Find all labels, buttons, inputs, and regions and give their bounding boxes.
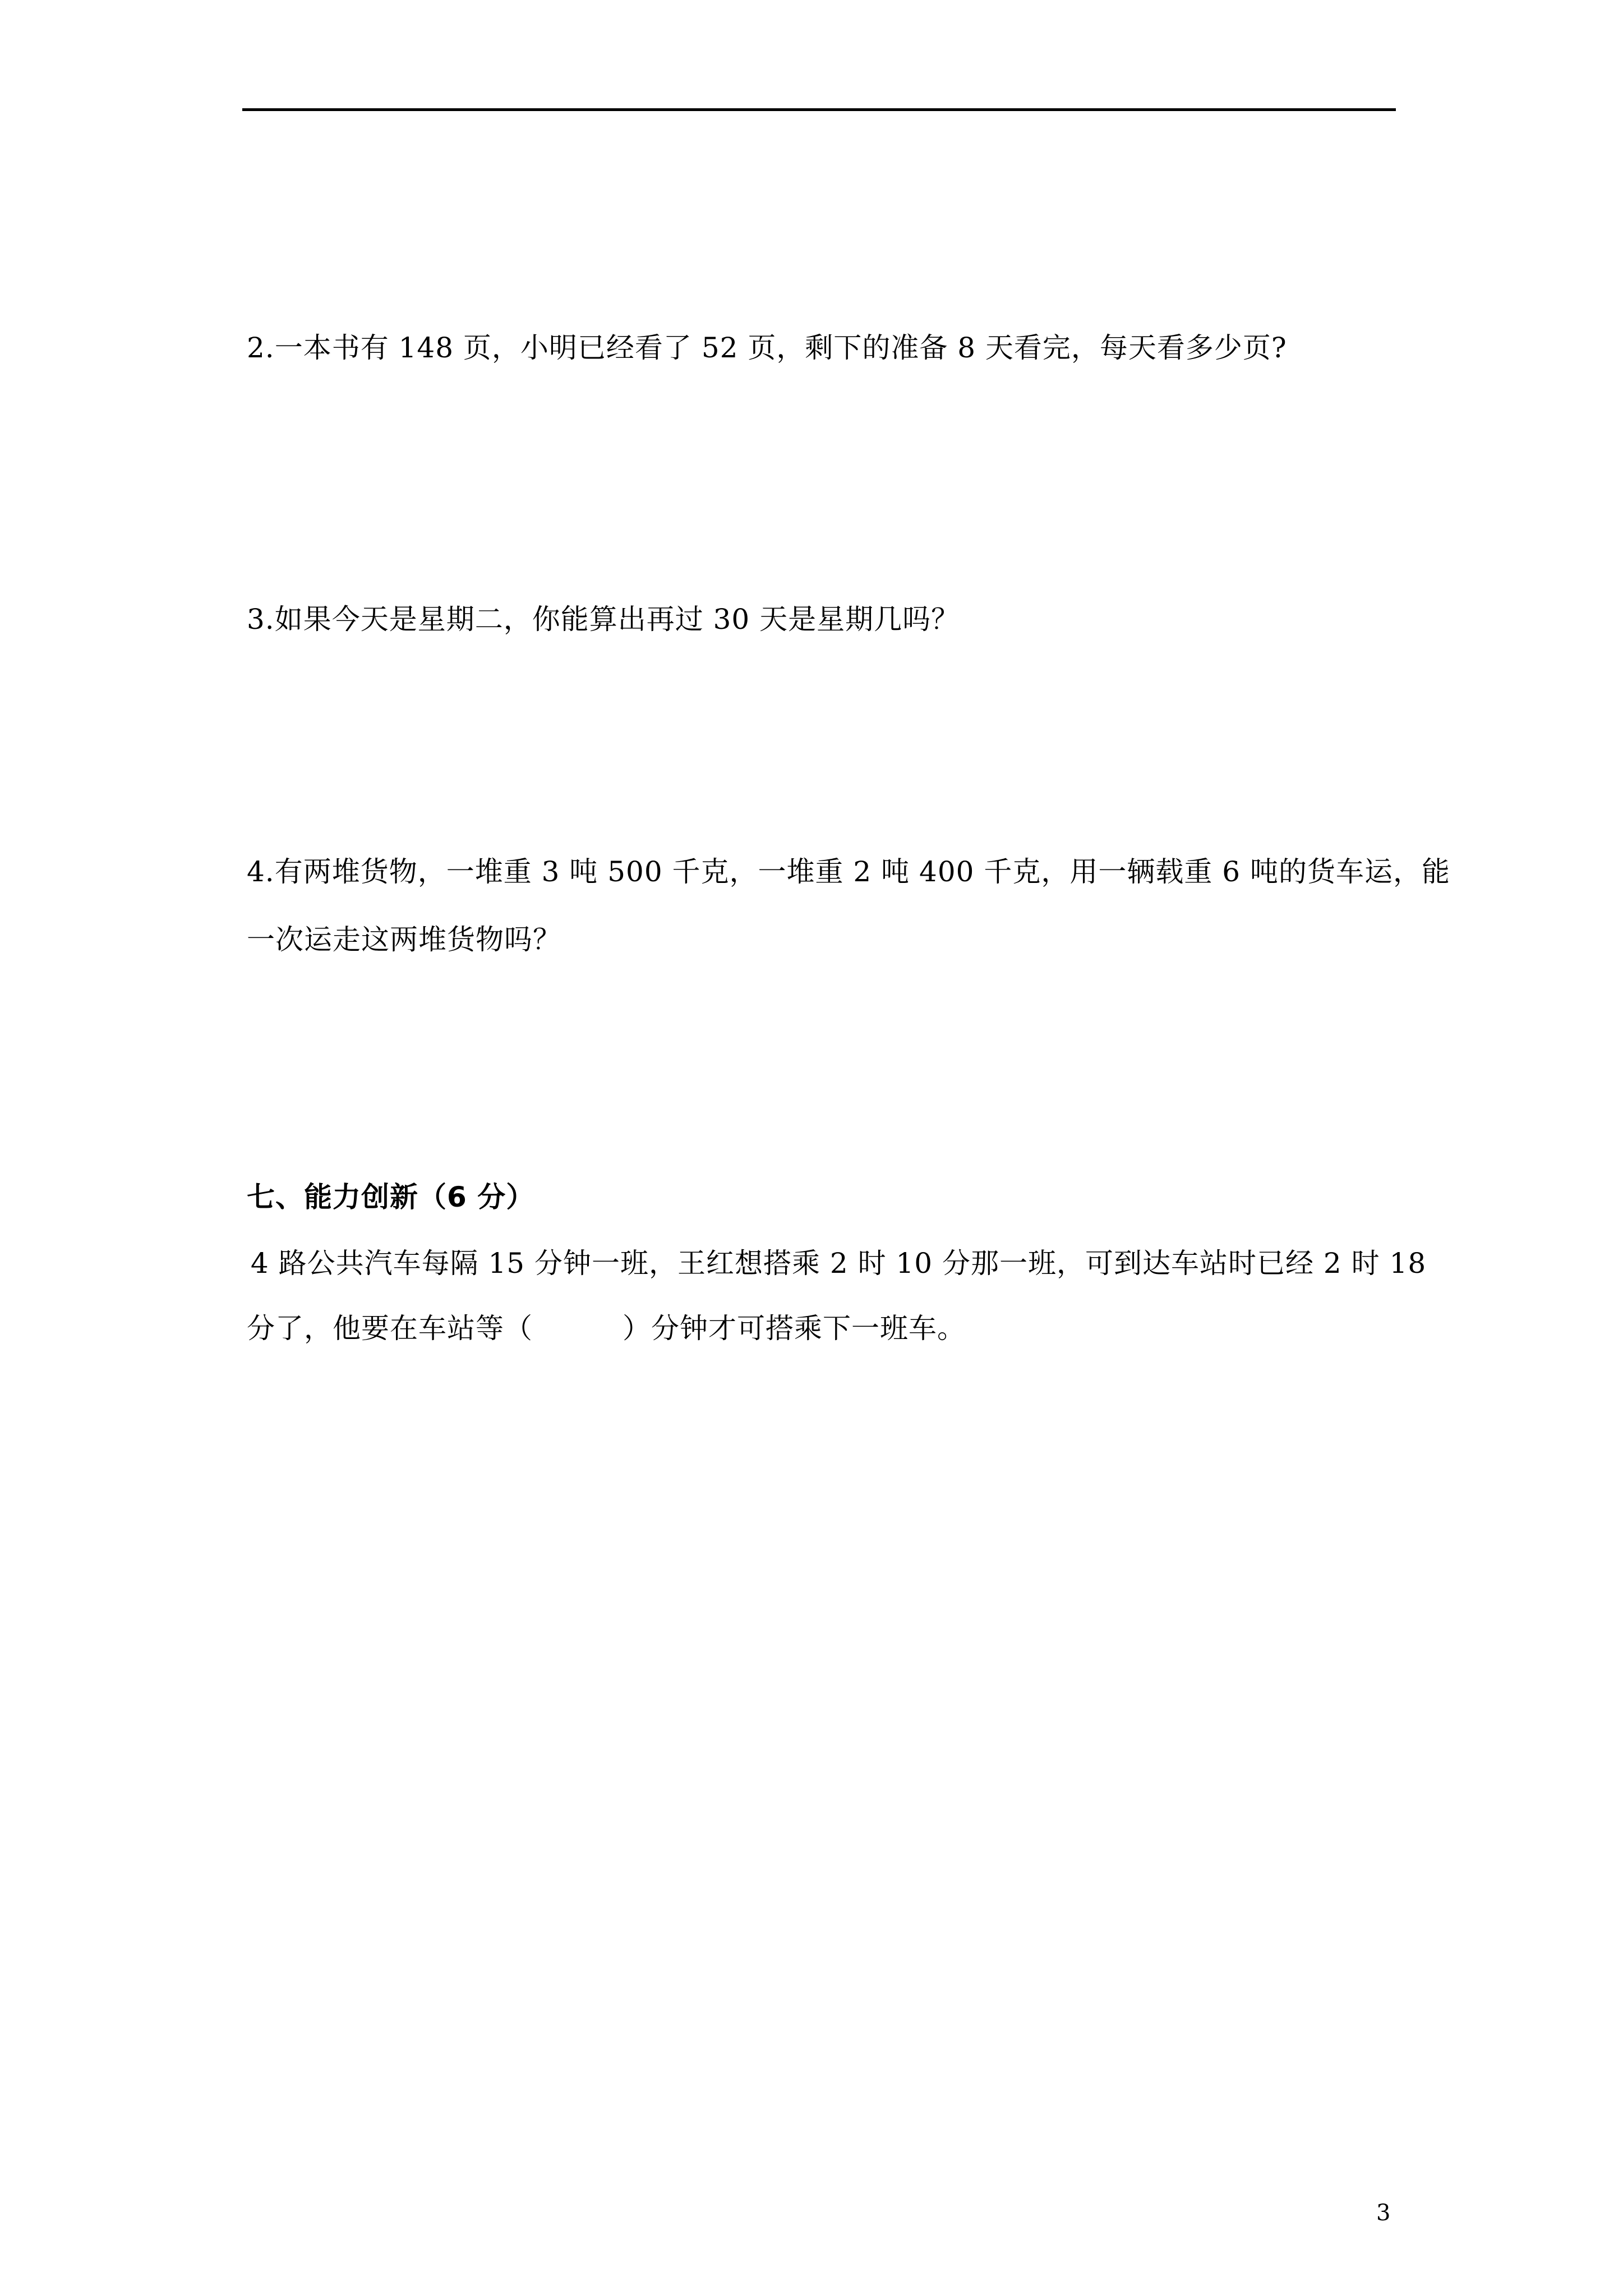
question-2: 2.一本书有 148 页，小明已经看了 52 页，剩下的准备 8 天看完，每天看多少页? bbox=[247, 332, 1287, 364]
problem-text-after-blank: ）分钟才可搭乘下一班车。 bbox=[623, 1312, 966, 1345]
question-4-line-2: 一次运走这两堆货物吗？ bbox=[247, 923, 561, 956]
section-7-heading: 七、能力创新（6 分） bbox=[247, 1181, 535, 1213]
question-4-line-1: 4.有两堆货物，一堆重 3 吨 500 千克，一堆重 2 吨 400 千克，用一辆载重 6 吨的货车运，能 bbox=[247, 855, 1450, 888]
problem-text-before-blank: 分了，他要在车站等（ bbox=[247, 1312, 533, 1345]
page-number: 3 bbox=[1376, 2200, 1391, 2226]
question-3: 3.如果今天是星期二，你能算出再过 30 天是星期几吗？ bbox=[247, 603, 960, 636]
header-rule bbox=[242, 108, 1396, 111]
section-7-problem-line-1: 4 路公共汽车每隔 15 分钟一班，王红想搭乘 2 时 10 分那一班，可到达车站时已经 2 时 18 bbox=[241, 1247, 1427, 1280]
section-7-problem-line-2 bbox=[247, 1310, 966, 1346]
